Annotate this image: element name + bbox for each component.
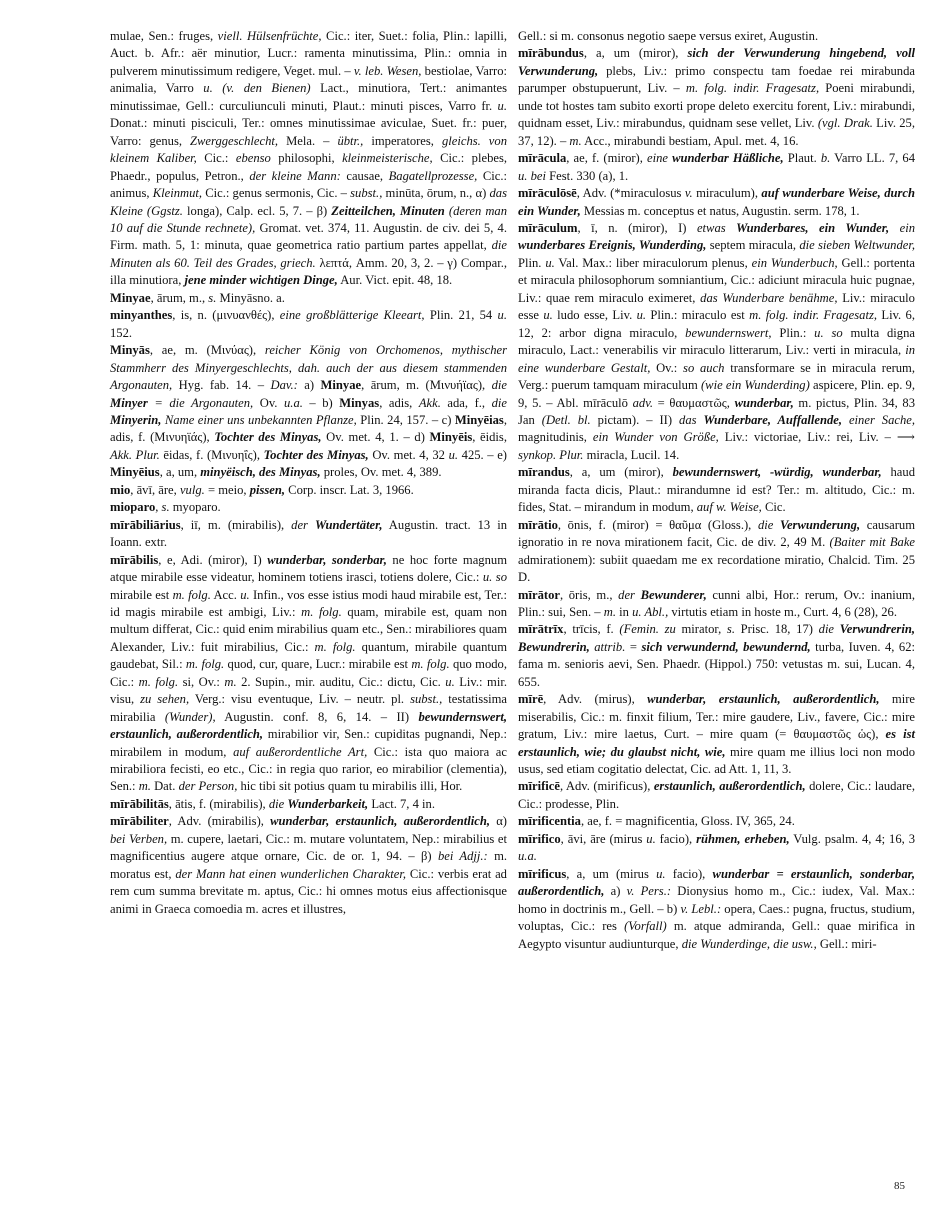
dictionary-entry-miraculum: mīrāculum, ī, n. (miror), I) etwas Wunderbares, ein Wunder, ein wunderbares Ereignis, Wunderding, septem miracula, die sieben Weltwunder, Plin. u. Val. Max.: liber miraculorum plenus, ein Wunderbuch, Gell.: portenta et miracula philosophorum somniantium, Cic.: adiciunt miracula huic pugnae, Liv.: quae rem miraculo eximeret, das Wunderbare benähme, Liv.: miraculo esse u. ludo esse, Liv. u. Plin.: miraculo est m. folg. indir. Fragesatz, Liv. 6, 12, 2: arbor digna miraculo, bewundernswert, Plin.: u. so multa digna miraculo, Lact.: venerabilis vir miraculo litterarum, Liv.: verti in miracula, in eine wunderbare Gestalt, Ov.: so auch transformare se in miracula rerum, Verg.: puerum tamquam miraculum (wie ein Wunderding) aspicere, Plin. ep. 9, 9, 5. – Abl. mīrāculō adv. = θαυμαστῶς, wunderbar, m. pictus, Plin. 34, 83 Jan (Detl. bl. pictam). – II) das Wunderbare, Auffallende, einer Sache, magnitudinis, ein Wunder von Größe, Liv.: victoriae, Liv.: rei, Liv. – ⟶ synkop. Plur. miracla, Lucil. 14. bbox=[518, 220, 916, 462]
dictionary-entry-minyanthes: minyanthes, is, n. (μινυανθές), eine großblätterige Kleeart, Plin. 21, 54 u. 152. bbox=[110, 308, 507, 340]
dictionary-entry-mirabundus: mīrābundus, a, um (miror), sich der Verwunderung hingebend, voll Verwunderung, plebs, Liv.: primo conspectu tam foedae rei mirabunda parumper obstupuerunt, Liv. – m. folg. indir. Fragesatz, Poeni mirabundi, unde tot hostes tam subito exorti prope deleto exercitu forent, Liv.: mirabundi, quidnam esset, Liv.: mirabundus, quidnam sese vellet, Liv. (vgl. Drak. Liv. 25, 37, 12). – m. Acc., mirabundi bestiam, Apul. met. 4, 16. bbox=[518, 46, 916, 148]
dictionary-entry-mirabilis: mīrābilis, e, Adi. (miror), I) wunderbar, sonderbar, ne hoc forte magnum atque mirabile esse videatur, hominem totiens irasci, totiens dolere, Cic.: u. so mirabile est m. folg. Acc. u. Infin., vos esse istius modi haud mirabile est, Ter.: id magis mirabile est ambigi, Liv.: m. folg. quam, mirabile est, quam non multum differat, Cic.: quid enim mirabilius quam etc., Sen.: mirabiliores quam Alexander, Liv.: fuit mirabilius, Cic.: m. folg. quantum, mirabile quantum gaudebat, Sil.: m. folg. quod, cur, quare, Lucr.: mirabile est m. folg. quo modo, Cic.: m. folg. si, Ov.: m. 2. Supin., mir. auditu, Cic.: dictu, Cic. u. Liv.: mir. visu, zu sehen, Verg.: visu eventuque, Liv. – neutr. pl. subst., testatissima mirabilia (Wunder), Augustin. conf. 8, 6, 14. – II) bewundernswert, erstaunlich, außerordentlich, mirabilior vir, Sen.: cupiditas pugnandi, Nep.: mirabilem in modum, auf außerordentliche Art, Cic.: ista quo maiora ac mirabiliora fecisti, eo etc., Cic.: in regia quo rarior, eo mirabilior (clementia), Sen.: m. Dat. der Person, hic tibi sit potius quam tu mirabilis illi, Hor. bbox=[110, 552, 508, 794]
dictionary-entry-mire: mīrē, Adv. (mirus), wunderbar, erstaunlich, außerordentlich, mire miserabilis, Cic.: m. finxit filium, Ter.: mire gaudere, Liv., favere, Cic.: mire gratum, Liv.: mire laetus, Curt. – mire quam (= θαυμαστῶς ὡς), es ist erstaunlich, wie; du glaubst nicht, wie, mire quam me illius loci non modo usus, sed etiam cogitatio delectat, Cic. ad Att. 1, 11, 3. bbox=[518, 692, 916, 777]
dictionary-entry-mioparo: mioparo, s. myoparo. bbox=[110, 500, 221, 515]
left-column bbox=[110, 28, 507, 918]
dictionary-entry-mirabiliter: mīrābiliter, Adv. (mirabilis), wunderbar, erstaunlich, außerordentlich, α) bei Verben, m. cupere, laetari, Cic.: m. mutare voluntatem, Nep.: mirabilius et magnificentius augere atque ornare, Cic. de or. 1, 94. – β) bei Adjj.: m. moratus est, der Mann hat einen wunderlichen Charakter, Cic.: verbis erat ad rem cum summa brevitate m. aptus, Cic.: hi omnes motus eius affectionisque animi in Graeca comoedia m. acres et illustres, bbox=[110, 814, 508, 916]
dictionary-entry-cont-minutus: mulae, Sen.: fruges, viell. Hülsenfrüchte, Cic.: iter, Suet.: folia, Plin.: lapilli, Auct. b. Afr.: aër minutior, Lucr.: ramenta minutissima, Plin.: omnia in pulverem minutissimum redigere, Veget. mul. – v. leb. Wesen, bestiolae, Varro: animalia, Varro u. (v. den Bienen) Lact., minutiora, Tert.: animantes minutissimae, Gell.: curculiunculi minuti, Plaut.: minuti pisces, Varro fr. u. Donat.: minuti pisciculi, Ter.: omnes minutissimae aviculae, Suet. fr.: puer, Varro: genus, Zwerggeschlecht, Mela. – übtr., imperatores, gleichs. von kleinem Kaliber, Cic.: ebenso philosophi, kleinmeisterische, Cic.: plebes, Phaedr., populus, Petron., der kleine Mann: causae, Bagatellprozesse, Cic.: animus, Kleinmut, Cic.: genus sermonis, Cic. – subst., minūta, ōrum, n., α) das Kleine (Ggstz. longa), Calp. ecl. 5, 7. – β) Zeitteilchen, Minuten (deren man 10 auf die Stunde rechnete), Gromat. vet. 374, 11. Augustin. de civ. dei 5, 4. Firm. math. 5, 1: minuta, quae geometrica ratio partium partes appellat, die Minuten als 60. Teil des Grades, griech. λεπτά, Amm. 20, 3, 2. – γ) Compar., illa minutiora, jene minder wichtigen Dinge, Aur. Vict. epit. 48, 18. bbox=[110, 29, 508, 288]
dictionary-entry-mirandus: mīrandus, a, um (miror), bewundernswert, -würdig, wunderbar, haud miranda facta dicis, Plaut.: mirandumne id est? Ter.: m. altitudo, Cic.: m. fides, Stat. – mirandum in modum, auf w. Weise, Cic. bbox=[518, 465, 915, 515]
dictionary-entry-mirificentia: mīrificentia, ae, f. = magnificentia, Gloss. IV, 365, 24. bbox=[518, 814, 795, 829]
dictionary-entry-minyas: Minyās, ae, m. (Μινύας), reicher König von Orchomenos, mythischer Stammherr des Minyergeschlechts, dah. auch der aus diesem stammenden Argonauten, Hyg. fab. 14. – Dav.: a) Minyae, ārum, m. (Μινυήϊας), die Minyer = die Argonauten, Ov. u.a. – b) Minyas, adis, Akk. ada, f., die Minyerin, Name einer uns unbekannten Pflanze, Plin. 24, 157. – c) Minyēias, adis, f. (Μινυηϊάς), Tochter des Minyas, Ov. met. 4, 1. – d) Minyēis, ēidis, Akk. Plur. ēidas, f. (Μινυηΐς), Tochter des Minyas, Ov. met. 4, 32 u. 425. – e) Minyēius, a, um, minyëisch, des Minyas, proles, Ov. met. 4, 389. bbox=[110, 343, 507, 480]
page-number: 85 bbox=[894, 1180, 905, 1192]
dictionary-entry-mio: mio, āvī, āre, vulg. = meio, pissen, Corp. inscr. Lat. 3, 1966. bbox=[110, 482, 414, 497]
dictionary-entry-miratio: mīrātio, ōnis, f. (miror) = θαῦμα (Gloss.), die Verwunderung, causarum ignoratio in re nova mirationem facit, Cic. de div. 2, 49 M. (Baiter mit Bake admirationem): subiit quaedam me ex recordatione miratio, Chalcid. Tim. 25 D. bbox=[518, 517, 915, 585]
dictionary-entry-miratrix: mīrātrīx, trīcis, f. (Femin. zu mirator, s. Prisc. 18, 17) die Verwundrerin, Bewundrerin, attrib. = sich verwundernd, bewundernd, turba, Iuven. 4, 62: fama m. senioris aevi, Sen. Phaedr. (Hippol.) 750: vetustas m. sui, Lucan. 4, 655. bbox=[518, 622, 915, 689]
right-column bbox=[518, 28, 915, 953]
dictionary-entry-mirabilitas: mīrābilitās, ātis, f. (mirabilis), die Wunderbarkeit, Lact. 7, 4 in. bbox=[110, 796, 435, 811]
dictionary-entry-miraculose: mīrāculōsē, Adv. (*miraculosus v. miraculum), auf wunderbare Weise, durch ein Wunder, Messias m. conceptus et natus, Augustin. serm. 178, 1. bbox=[518, 186, 915, 218]
dictionary-entry-cont-mirabiliter: Gell.: si m. consonus negotio saepe versus exiret, Augustin. bbox=[518, 29, 819, 43]
dictionary-entry-miracula: mīrācula, ae, f. (miror), eine wunderbar Häßliche, Plaut. b. Varro LL. 7, 64 u. bei Fest. 330 (a), 1. bbox=[518, 151, 915, 183]
dictionary-entry-mirifico: mīrifico, āvi, āre (mirus u. facio), rühmen, erheben, Vulg. psalm. 4, 4; 16, 3 u.a. bbox=[518, 831, 915, 864]
dictionary-entry-mirifice: mīrificē, Adv. (mirificus), erstaunlich, außerordentlich, dolere, Cic.: laudare, Cic.: prodesse, Plin. bbox=[518, 779, 916, 811]
dictionary-entry-mirabiliarius: mīrābiliārius, iī, m. (mirabilis), der Wundertäter, Augustin. tract. 13 in Ioann. extr. bbox=[110, 517, 508, 550]
dictionary-entry-mirificus: mīrificus, a, um (mirus u. facio), wunderbar = erstaunlich, sonderbar, außerordentlich, a) v. Pers.: Dionysius homo m., Cic.: iudex, Val. Max.: homo in doctrinis m., Gell. – b) v. Lebl.: opera, Caes.: pugna, fructus, studium, voluptas, Cic.: res (Vorfall) m. atque admiranda, Gell.: quae mirifica in Aegypto visuntur audiunturque, die Wunderdinge, die usw., Gell.: miri- bbox=[518, 866, 915, 951]
dictionary-entry-minyae: Minyae, ārum, m., s. Minyāsno. a. bbox=[110, 290, 285, 305]
dictionary-entry-mirator: mīrātor, ōris, m., der Bewunderer, cunni albi, Hor.: rerum, Ov.: inanium, Plin.: sui, Sen. – m. in u. Abl., virtutis etiam in hoste m., Curt. 4, 6 (28), 26. bbox=[518, 587, 915, 619]
